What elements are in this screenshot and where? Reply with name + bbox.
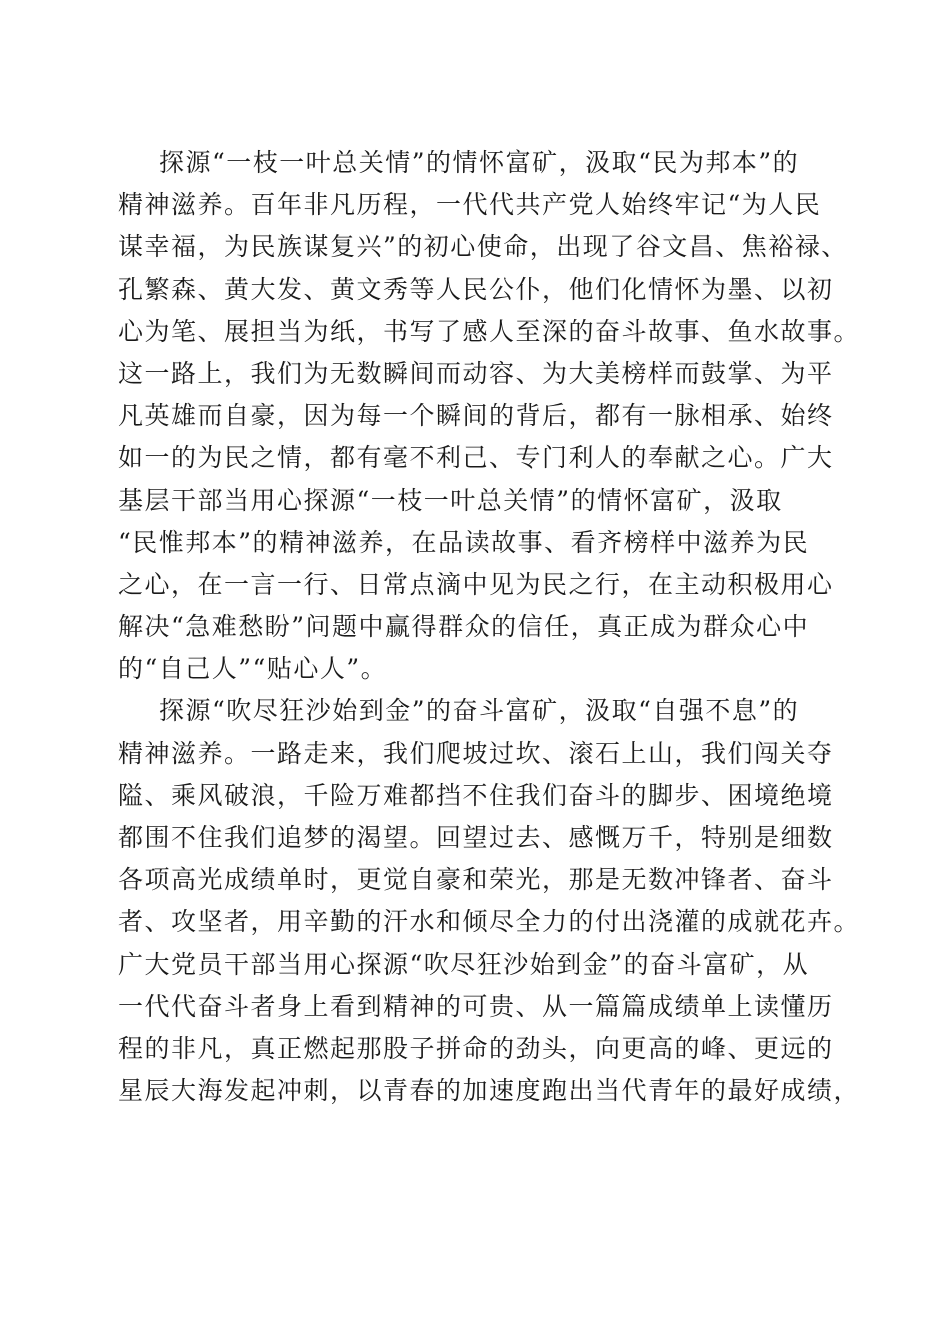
text-line: 解决“急难愁盼”问题中赢得群众的信任，真正成为群众心中 [118, 612, 810, 642]
text-line: 一代代奋斗者身上看到精神的可贵、从一篇篇成绩单上读懂历 [118, 991, 834, 1021]
text-line: “民惟邦本”的精神滋养，在品读故事、看齐榜样中滋养为民 [118, 527, 810, 557]
text-line: 的“自己人”“贴心人”。 [118, 654, 388, 684]
text-line: 星辰大海发起冲刺，以青春的加速度跑出当代青年的最好成绩， [118, 1076, 861, 1106]
text-line: 各项高光成绩单时，更觉自豪和荣光，那是无数冲锋者、奋斗 [118, 865, 834, 895]
text-line: 探源“一枝一叶总关情”的情怀富矿，汲取“民为邦本”的 [159, 148, 800, 177]
text-line: 程的非凡，真正燃起那股子拼命的劲头，向更高的峰、更远的 [118, 1033, 834, 1063]
text-line: 凡英雄而自豪，因为每一个瞬间的背后，都有一脉相承、始终 [118, 401, 834, 431]
text-line: 精神滋养。百年非凡历程，一代代共产党人始终牢记“为人民 [118, 190, 822, 220]
text-line: 之心，在一言一行、日常点滴中见为民之行，在主动积极用心 [118, 569, 834, 599]
text-line: 探源“吹尽狂沙始到金”的奋斗富矿，汲取“自强不息”的 [159, 696, 800, 726]
text-line: 基层干部当用心探源“一枝一叶总关情”的情怀富矿，汲取 [118, 485, 783, 515]
text-line: 都围不住我们追梦的渴望。回望过去、感慨万千，特别是细数 [118, 823, 834, 852]
text-line: 精神滋养。一路走来，我们爬坡过坎、滚石上山，我们闯关夺 [118, 738, 834, 768]
text-line: 隘、乘风破浪，千险万难都挡不住我们奋斗的脚步、困境绝境 [118, 780, 834, 810]
document-body [118, 142, 861, 1112]
text-line: 孔繁森、黄大发、黄文秀等人民公仆，他们化情怀为墨、以初 [118, 274, 834, 304]
paragraph-2 [118, 690, 861, 1112]
text-line: 这一路上，我们为无数瞬间而动容、为大美榜样而鼓掌、为平 [118, 358, 834, 388]
text-line: 谋幸福，为民族谋复兴”的初心使命，出现了谷文昌、焦裕禄、 [118, 232, 848, 262]
text-line: 如一的为民之情，都有毫不利己、专门利人的奉献之心。广大 [118, 443, 834, 473]
text-line: 者、攻坚者，用辛勤的汗水和倾尽全力的付出浇灌的成就花卉。 [118, 907, 861, 937]
text-line: 广大党员干部当用心探源“吹尽狂沙始到金”的奋斗富矿，从 [118, 949, 810, 979]
paragraph-1 [118, 142, 861, 690]
text-line: 心为笔、展担当为纸，书写了感人至深的奋斗故事、鱼水故事。 [118, 316, 861, 346]
